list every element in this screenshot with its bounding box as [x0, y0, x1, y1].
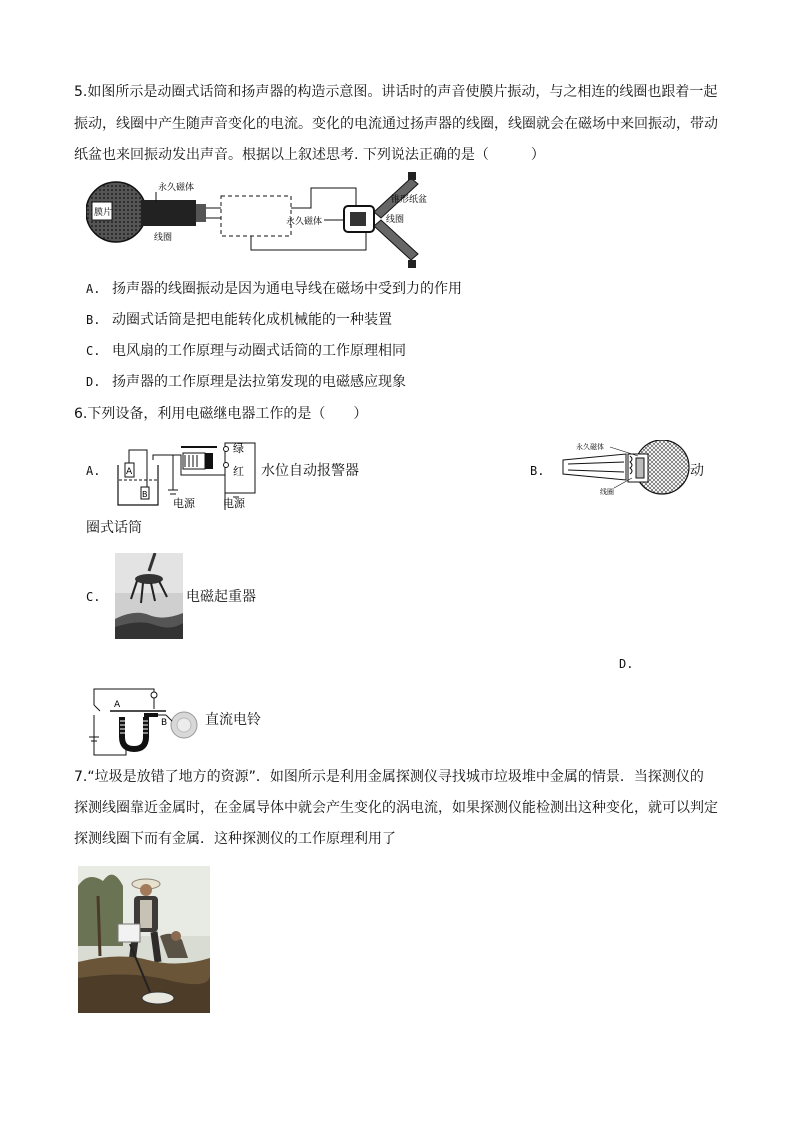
q5-microphone-speaker-diagram [86, 172, 436, 272]
label-diaphragm: 膜片 [94, 208, 113, 218]
q7-stem-line-1: 7.“垃圾是放错了地方的资源”．如图所示是利用金属探测仪寻找城市垃圾堆中金属的情景．当探测仪的 [74, 769, 704, 785]
q6-dynamic-microphone-diagram [558, 440, 690, 498]
option-letter: B. [530, 464, 545, 478]
q7-metal-detector-photo [78, 866, 210, 1013]
q5-stem-line-3: 纸盆也来回振动发出声音。根据以上叙述思考. 下列说法正确的是（ ） [74, 147, 545, 163]
label-B: B [142, 490, 148, 499]
label-red-lamp: 红 [233, 465, 244, 478]
label-magnet-left: 永久磁体 [158, 183, 195, 193]
q6-option-a-caption: 水位自动报警器 [261, 463, 359, 479]
label-coil-right: 线圈 [386, 215, 405, 225]
option-text: 电风扇的工作原理与动圈式话筒的工作原理相同 [112, 343, 406, 359]
q6-electromagnetic-crane-photo [115, 553, 183, 639]
q6-stem: 6.下列设备，利用电磁继电器工作的是（ ） [74, 406, 368, 422]
q6-option-b-caption-part1: 动 [690, 463, 704, 479]
label-coil: 线圈 [600, 488, 614, 496]
q6-option-b-caption-part2: 圈式话筒 [86, 520, 142, 536]
microphone-magnet [141, 200, 196, 226]
label-magnet-right: 永久磁体 [286, 217, 323, 227]
label-A: A [126, 467, 133, 477]
option-letter: C. [86, 590, 101, 604]
q6-option-b-letter[interactable] [530, 461, 556, 481]
speaker-cone-bottom [374, 220, 418, 260]
q5-option-a[interactable] [86, 279, 462, 299]
q7-stem-line-2: 探测线圈靠近金属时，在金属导体中就会产生变化的涡电流，如果探测仪能检测出这种变化，就可以判定 [74, 800, 718, 816]
label-cone: 锥形纸盆 [391, 195, 428, 205]
option-letter: B. [86, 313, 101, 327]
label-coil-left: 线圈 [154, 233, 173, 243]
amplifier-box [221, 196, 291, 236]
option-letter: A. [86, 464, 101, 478]
option-text: 扬声器的线圈振动是因为通电导线在磁场中受到力的作用 [112, 281, 462, 297]
q5-stem-line-2: 振动，线圈中产生随声音变化的电流。变化的电流通过扬声器的线圈，线圈就会在磁场中来回振动，带动 [74, 116, 718, 132]
q5-option-c[interactable] [86, 341, 406, 361]
q7-stem-line-3: 探测线圈下而有金属．这种探测仪的工作原理利用了 [74, 831, 396, 847]
q6-option-a-letter[interactable] [86, 461, 112, 481]
q6-option-d-caption: 直流电铃 [205, 712, 261, 728]
option-letter: D. [86, 375, 101, 389]
label-power-1: 电源 [173, 497, 195, 510]
option-letter: D. [619, 657, 634, 671]
option-text: 动圈式话筒是把电能转化成机械能的一种装置 [112, 312, 392, 328]
label-A: A [114, 700, 121, 710]
q5-option-d[interactable] [86, 372, 406, 392]
q6-dc-electric-bell-diagram [86, 685, 202, 757]
option-letter: A. [86, 282, 101, 296]
q6-option-d-letter[interactable] [619, 654, 645, 674]
option-text: 扬声器的工作原理是法拉第发现的电磁感应现象 [112, 374, 406, 390]
q5-stem-line-1: 5.如图所示是动圈式话筒和扬声器的构造示意图。讲话时的声音使膜片振动，与之相连的线圈也跟着一起 [74, 84, 718, 100]
q5-option-b[interactable] [86, 310, 392, 330]
q6-option-c-caption: 电磁起重器 [186, 589, 256, 605]
label-permanent-magnet: 永久磁体 [576, 443, 604, 451]
option-letter: C. [86, 344, 101, 358]
label-green-lamp: 绿 [233, 442, 244, 455]
q6-water-level-alarm-diagram [113, 435, 258, 510]
label-power-2: 电源 [223, 497, 245, 510]
q6-option-c-letter[interactable] [86, 587, 112, 607]
label-B: B [161, 718, 168, 728]
